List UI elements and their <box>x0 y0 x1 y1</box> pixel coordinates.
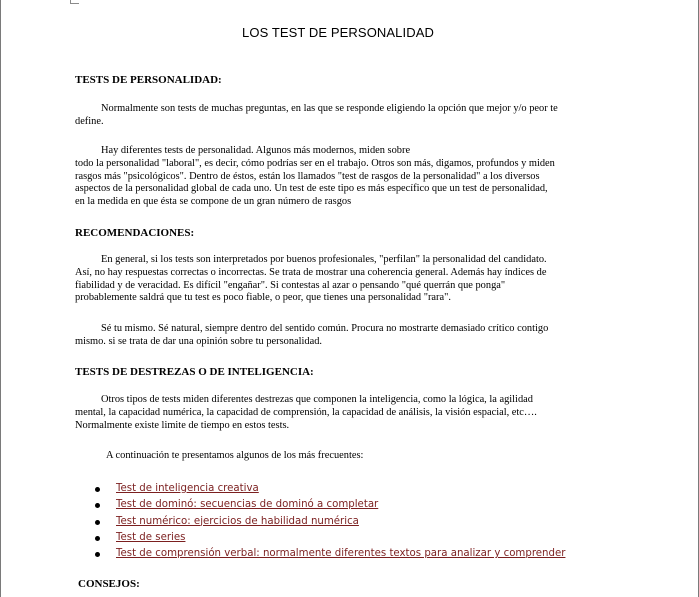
page-frame-left <box>0 0 1 597</box>
bullet-icon <box>95 487 100 492</box>
paragraph-line: define. <box>75 115 104 127</box>
paragraph-recomendaciones-2 <box>75 323 610 349</box>
bullet-icon <box>95 552 100 557</box>
paragraph-personalidad-1 <box>75 103 610 129</box>
list-item <box>95 497 565 513</box>
paragraph-line: Otros tipos de tests miden diferentes destrezas que componen la inteligencia, como la lógica, la agilidad <box>101 394 533 405</box>
heading-consejos: CONSEJOS: <box>78 578 140 590</box>
link-inteligencia-creativa[interactable]: Test de inteligencia creativa <box>116 483 259 494</box>
document-title: LOS TEST DE PERSONALIDAD <box>242 25 434 40</box>
paragraph-line: aspectos de la personalidad global de cada uno. Un test de este tipo es más específico que un test de personalidad, <box>75 183 548 195</box>
paragraph-line: probablemente saldrá que tu test es poco fiable, o peor, que tienes una personalidad "rara". <box>75 292 451 304</box>
paragraph-line: mismo. si se trata de dar una opinión sobre tu personalidad. <box>75 335 323 347</box>
paragraph-line: Sé tu mismo. Sé natural, siempre dentro del sentido común. Procura no mostrarte demasiado crítico contigo <box>101 323 549 334</box>
list-item <box>95 514 565 530</box>
heading-destrezas: TESTS DE DESTREZAS O DE INTELIGENCIA: <box>75 366 314 378</box>
test-links-list <box>95 481 565 562</box>
margin-corner-mark <box>70 0 79 4</box>
link-numerico[interactable]: Test numérico: ejercicios de habilidad numérica <box>116 515 359 527</box>
intro-text: A continuación te presentamos algunos de los más frecuentes: <box>106 450 364 461</box>
list-item <box>95 546 565 562</box>
heading-personalidad: TESTS DE PERSONALIDAD: <box>75 74 222 86</box>
paragraph-line: Así, no hay respuestas correctas o incorrectas. Se trata de mostrar una coherencia general. Además hay índices de <box>75 266 547 278</box>
bullet-icon <box>95 503 100 508</box>
list-item <box>95 530 565 546</box>
paragraph-line: Hay diferentes tests de personalidad. Algunos más modernos, miden sobre <box>101 145 411 156</box>
paragraph-destrezas-1 <box>75 394 610 432</box>
bullet-icon <box>95 520 100 525</box>
paragraph-line: mental, la capacidad numérica, la capacidad de comprensión, la capacidad de análisis, la visión espacial, etc…. <box>75 406 537 418</box>
list-item <box>95 481 565 497</box>
paragraph-line: En general, si los tests son interpretados por buenos profesionales, "perfilan" la personalidad del candidato. <box>101 254 547 265</box>
paragraph-line: rasgos más "psicológicos". Dentro de éstos, están los llamados "test de rasgos de la personalidad" a los diversos <box>75 170 540 182</box>
paragraph-line: fiabilidad y de veracidad. Es difícil "engañar". Si contestas al azar o pensando "qué querrán que ponga" <box>75 279 506 291</box>
link-comprension-verbal[interactable]: Test de comprensión verbal: normalmente diferentes textos para analizar y comprender <box>116 548 566 560</box>
paragraph-line: Normalmente existe limite de tiempo en estos tests. <box>75 419 290 431</box>
paragraph-personalidad-2 <box>75 145 610 209</box>
paragraph-line: todo la personalidad "laboral", es decir, cómo podrías ser en el trabajo. Otros son más, digamos, profundos y miden <box>75 157 555 169</box>
link-domino[interactable]: Test de dominó: secuencias de dominó a completar <box>116 499 379 511</box>
link-series[interactable]: Test de series <box>116 531 186 543</box>
paragraph-destrezas-intro <box>75 450 610 463</box>
heading-recomendaciones: RECOMENDACIONES: <box>75 227 195 239</box>
bullet-icon <box>95 536 100 541</box>
paragraph-line: Normalmente son tests de muchas preguntas, en las que se responde eligiendo la opción que mejor y/o peor te <box>101 103 558 114</box>
paragraph-line: en la medida en que ésta se compone de un gran número de rasgos <box>75 196 352 208</box>
paragraph-recomendaciones-1 <box>75 254 610 305</box>
